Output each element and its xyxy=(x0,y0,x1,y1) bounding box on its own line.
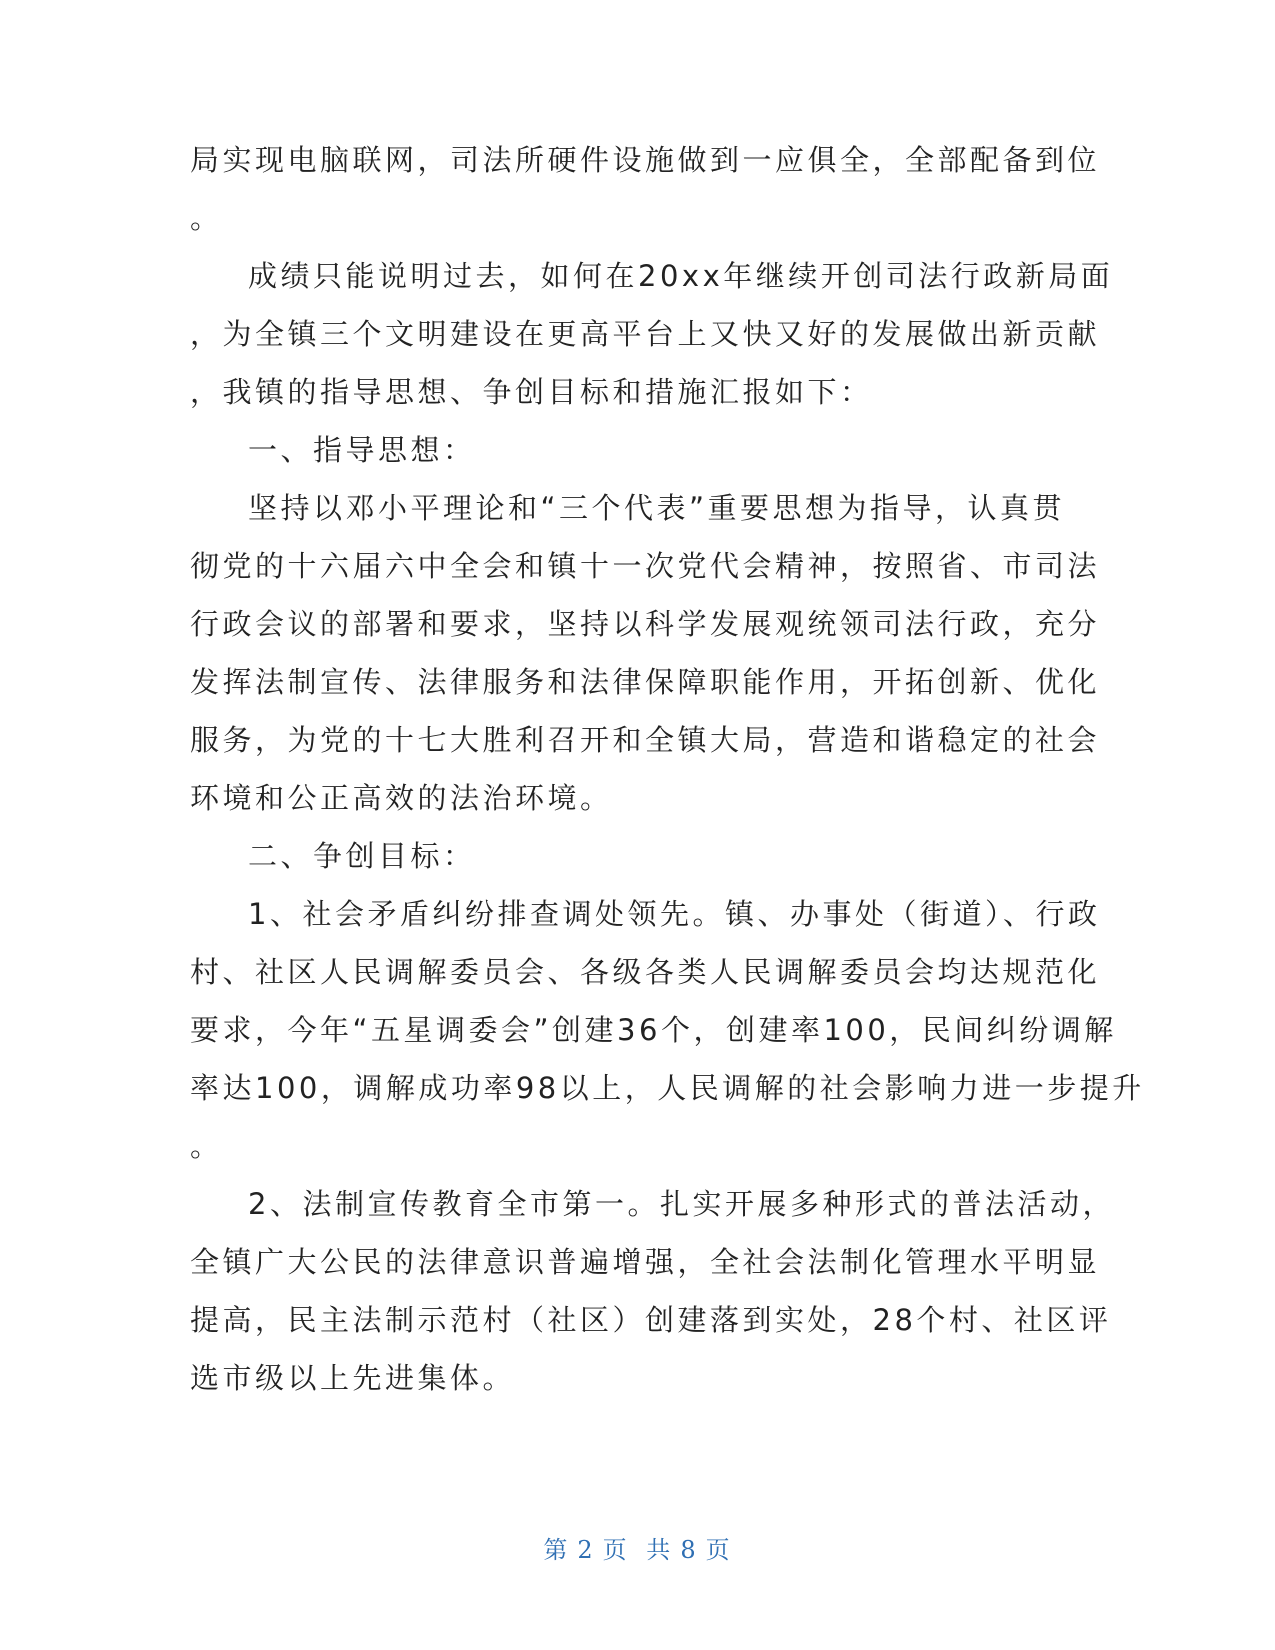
text-line: 彻党的十六届六中全会和镇十一次党代会精神，按照省、市司法 xyxy=(190,549,1101,583)
text-line: 环境和公正高效的法治环境。 xyxy=(190,781,613,815)
section-heading: 二、争创目标： xyxy=(248,839,476,873)
text-line: 要求，今年“五星调委会”创建36个，创建率100，民间纠纷调解 xyxy=(190,1013,1117,1047)
footer-prefix: 第 xyxy=(543,1536,570,1564)
text-line: 服务，为党的十七大胜利召开和全镇大局，营造和谐稳定的社会 xyxy=(190,723,1101,757)
footer-middle: 页 共 xyxy=(602,1536,673,1564)
text-line: ，我镇的指导思想、争创目标和措施汇报如下： xyxy=(190,375,873,409)
section-heading: 一、指导思想： xyxy=(248,433,476,467)
page-number-footer xyxy=(0,1530,1275,1565)
text-line: 全镇广大公民的法律意识普遍增强，全社会法制化管理水平明显 xyxy=(190,1245,1101,1279)
text-line: 提高，民主法制示范村（社区）创建落到实处，28个村、社区评 xyxy=(190,1303,1112,1337)
text-line: 行政会议的部署和要求，坚持以科学发展观统领司法行政，充分 xyxy=(190,607,1101,641)
paragraph-first-line: 坚持以邓小平理论和“三个代表”重要思想为指导，认真贯 xyxy=(248,491,1066,525)
text-line: 发挥法制宣传、法律服务和法律保障职能作用，开拓创新、优化 xyxy=(190,665,1101,699)
text-line: 局实现电脑联网，司法所硬件设施做到一应俱全，全部配备到位 xyxy=(190,143,1101,177)
footer-suffix: 页 xyxy=(705,1536,732,1564)
text-line: ，为全镇三个文明建设在更高平台上又快又好的发展做出新贡献 xyxy=(190,317,1101,351)
current-page-number: 2 xyxy=(577,1536,595,1564)
text-line: 。 xyxy=(190,1129,223,1163)
text-line: 村、社区人民调解委员会、各级各类人民调解委员会均达规范化 xyxy=(190,955,1101,989)
text-line: 选市级以上先进集体。 xyxy=(190,1361,516,1395)
text-line: 率达100，调解成功率98以上，人民调解的社会影响力进一步提升 xyxy=(190,1071,1145,1105)
paragraph-first-line: 成绩只能说明过去，如何在20xx年继续开创司法行政新局面 xyxy=(248,259,1114,293)
text-line: 。 xyxy=(190,201,223,235)
paragraph-first-line: 2、法制宣传教育全市第一。扎实开展多种形式的普法活动， xyxy=(248,1187,1115,1221)
total-page-number: 8 xyxy=(680,1536,698,1564)
paragraph-first-line: 1、社会矛盾纠纷排查调处领先。镇、办事处（街道）、行政 xyxy=(248,897,1101,931)
